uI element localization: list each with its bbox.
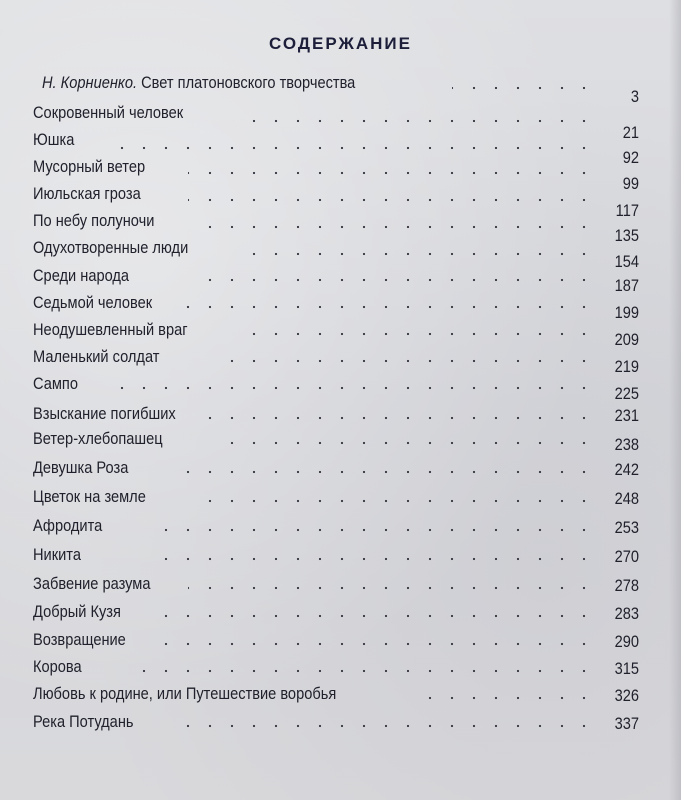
- dot-leader: [188, 198, 595, 202]
- entry-page-number: 231: [614, 406, 639, 425]
- entry-page-number: 270: [614, 547, 639, 566]
- toc-entry: [33, 684, 639, 710]
- toc-entry: [33, 516, 639, 542]
- dot-leader: [418, 696, 595, 700]
- entry-page-number: 283: [614, 604, 639, 623]
- entry-page-number: 199: [614, 303, 639, 322]
- entry-page-number: 315: [614, 659, 639, 678]
- toc-entry: [33, 630, 639, 656]
- entry-title: Н. Корниенко. Свет платоновского творчества: [42, 73, 356, 92]
- dot-leader: [193, 499, 595, 503]
- entry-page-number: 278: [614, 576, 639, 595]
- entry-page-number: 326: [614, 686, 639, 705]
- entry-title: Река Потудань: [33, 712, 134, 731]
- entry-page-number: 253: [614, 518, 639, 537]
- entry-page-number: 92: [622, 148, 639, 167]
- entry-page-number: 337: [614, 714, 639, 733]
- toc-entry: [33, 293, 639, 322]
- entry-page-number: 21: [622, 123, 639, 142]
- toc-entry: [33, 157, 639, 193]
- dot-leader: [103, 386, 595, 390]
- dot-leader: [168, 724, 595, 728]
- toc-entry: [33, 602, 639, 628]
- dot-leader: [128, 669, 595, 673]
- dot-leader: [188, 171, 595, 175]
- dot-leader: [452, 86, 595, 90]
- toc-entry: [33, 429, 639, 455]
- toc-entry: [33, 266, 639, 295]
- entry-page-number: 242: [614, 460, 639, 479]
- toc-entry: [33, 347, 639, 376]
- dot-leader: [183, 305, 595, 309]
- dot-leader: [198, 225, 595, 229]
- toc-entry: [33, 712, 639, 738]
- entry-page-number: 219: [614, 357, 639, 376]
- entry-page-number: 154: [614, 252, 639, 271]
- entry-page-number: 209: [614, 330, 639, 349]
- dot-leader: [193, 278, 595, 282]
- entry-title: Одухотворенные люди: [33, 238, 189, 257]
- entry-page-number: 225: [614, 384, 639, 403]
- entry-title: Маленький солдат: [33, 347, 160, 366]
- dot-leader: [208, 416, 595, 420]
- entry-title: Среди народа: [33, 266, 130, 285]
- entry-page-number: 290: [614, 632, 639, 651]
- toc-entry: [33, 574, 639, 600]
- toc-entry: [33, 487, 639, 513]
- dot-leader: [103, 146, 595, 150]
- entry-title: Девушка Роза: [33, 458, 129, 477]
- toc-entry: [33, 320, 639, 349]
- entry-page-number: 248: [614, 489, 639, 508]
- entry-title: Цветок на земле: [33, 487, 146, 506]
- toc-entry: [33, 211, 639, 245]
- entry-title: Сокровенный человек: [33, 103, 184, 122]
- entry-title: По небу полуночи: [33, 211, 155, 230]
- dot-leader: [148, 557, 595, 561]
- entry-title: Любовь к родине, или Путешествие воробья: [33, 684, 337, 703]
- entry-page-number: 135: [614, 226, 639, 245]
- entry-title: Взыскание погибших: [33, 404, 176, 423]
- entry-author: Н. Корниенко.: [42, 73, 138, 92]
- entry-title: Возвращение: [33, 630, 126, 649]
- toc-entry: [33, 458, 639, 484]
- entry-title: Юшка: [33, 130, 75, 149]
- dot-leader: [233, 332, 595, 336]
- dot-leader: [158, 614, 595, 618]
- entry-page-number: 99: [622, 174, 639, 193]
- toc-entry: [33, 657, 639, 683]
- entry-title: Ветер-хлебопашец: [33, 429, 163, 448]
- entry-title: Корова: [33, 657, 82, 676]
- dot-leader: [213, 441, 595, 445]
- dot-leader: [233, 252, 595, 256]
- entry-title: Никита: [33, 545, 81, 564]
- entry-page-number: 3: [630, 87, 639, 106]
- dot-leader: [158, 642, 595, 646]
- dot-leader: [173, 470, 595, 474]
- dot-leader: [148, 528, 595, 532]
- entry-title: Афродита: [33, 516, 103, 535]
- toc-entry: [33, 404, 639, 430]
- toc-entry: [33, 545, 639, 571]
- entry-page-number: 238: [614, 435, 639, 454]
- page-title: СОДЕРЖАНИЕ: [269, 34, 412, 53]
- entry-title: Добрый Кузя: [33, 602, 121, 621]
- entry-page-number: 117: [615, 201, 639, 220]
- dot-leader: [233, 119, 595, 123]
- entry-title: Мусорный ветер: [33, 157, 146, 176]
- entry-title: Седьмой человек: [33, 293, 153, 312]
- toc-entry: [33, 184, 639, 220]
- toc-entry: [33, 374, 639, 403]
- entry-title: Сампо: [33, 374, 78, 393]
- toc-entry: [33, 238, 639, 271]
- toc-entry: [42, 73, 639, 106]
- entry-title: Неодушевленный враг: [33, 320, 188, 339]
- entry-title: Июльская гроза: [33, 184, 141, 203]
- dot-leader: [188, 586, 595, 590]
- entry-title: Забвение разума: [33, 574, 151, 593]
- dot-leader: [213, 359, 595, 363]
- entry-page-number: 187: [614, 276, 639, 295]
